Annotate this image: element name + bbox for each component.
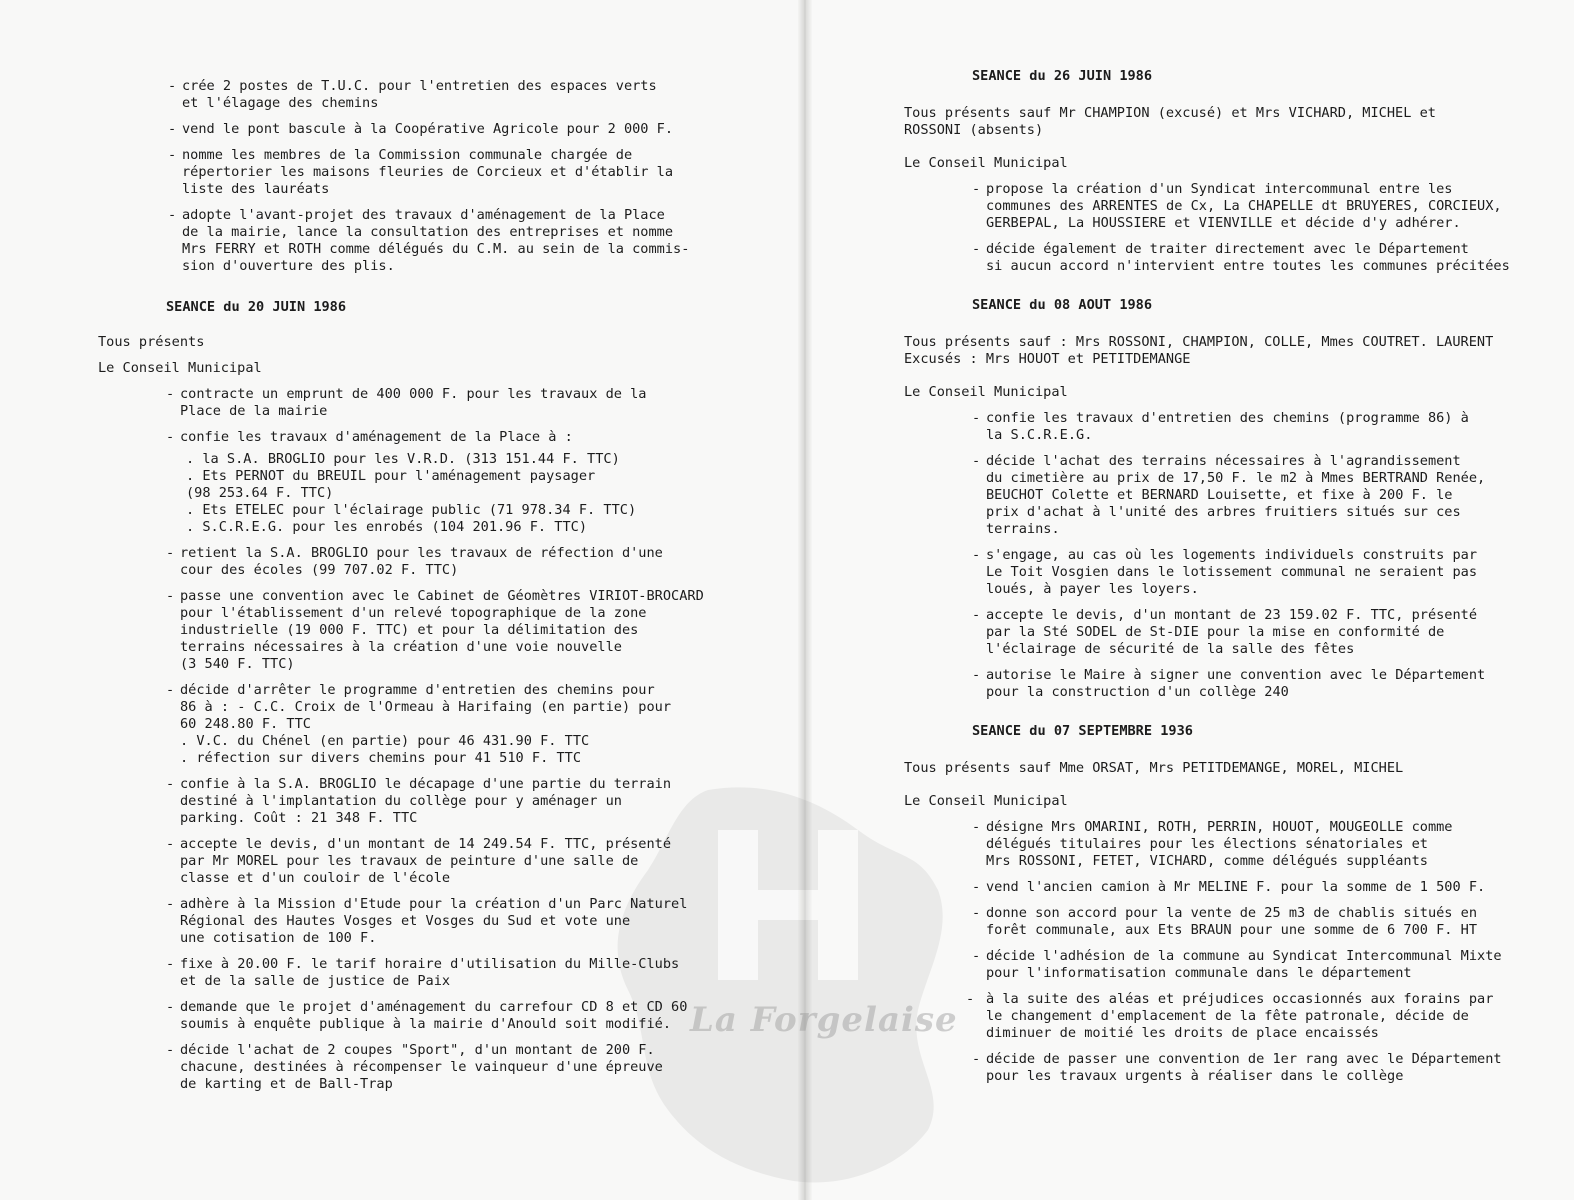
list-item: - vend l'ancien camion à Mr MELINE F. pour la somme de 1 500 F. xyxy=(972,879,1486,895)
list-item: - donne son accord pour la vente de 25 m3 de chablis situés en forêt communale, aux Ets BRAUN pour une somme de 6 700 F. HT xyxy=(972,905,1478,938)
sitting-title-20-juin: SEANCE du 20 JUIN 1986 xyxy=(166,299,347,315)
item-text: accepte le devis, d'un montant de 23 159.02 F. TTC, présenté par la Sté SODEL de St-DIE pour la mise en conformité de l'éclairage de sécurité de la salle des fêtes xyxy=(986,607,1478,657)
watermark-text: La Forgelaise xyxy=(690,1000,958,1040)
item-text: confie les travaux d'aménagement de la Place à : xyxy=(180,429,573,445)
list-item: - décide l'achat des terrains nécessaires à l'agrandissement du cimetière au prix de 17,50 F. le m2 à Mmes BERTRAND Renée, BEUCHOT Colette et BERNARD Louisette, et fixe à 200 F. le prix d'achat à l'unité des arbres fruitiers situés sur ces terrains. xyxy=(972,453,1486,537)
list-item: - adhère à la Mission d'Etude pour la création d'un Parc Naturel Régional des Hautes Vosges et Vosges du Sud et vote une une cotisation de 100 F. xyxy=(166,896,688,946)
list-item: - demande que le projet d'aménagement du carrefour CD 8 et CD 60 soumis à enquête publique à la mairie d'Anould soit modifié. xyxy=(166,999,688,1032)
list-item: - contracte un emprunt de 400 000 F. pour les travaux de la Place de la mairie xyxy=(166,386,647,419)
sitting-20-juin-items xyxy=(98,386,718,1093)
council-heading: Le Conseil Municipal xyxy=(904,155,1068,171)
list-item: - confie les travaux d'aménagement de la Place à : xyxy=(166,429,573,445)
item-text: nomme les membres de la Commission communale chargée de répertorier les maisons fleuries de Corcieux et d'établir la liste des lauréats xyxy=(182,147,674,197)
item-text: retient la S.A. BROGLIO pour les travaux de réfection d'une cour des écoles (99 707.02 F. TTC) xyxy=(180,545,663,578)
list-item: - décide d'arrêter le programme d'entretien des chemins pour 86 à : - C.C. Croix de l'Ormeau à Harifaing (en partie) pour 60 248.80 F. TTC . V.C. du Chénel (en partie) pour 46 431.90 F. TTC . réfection sur divers chemins pour 41 510 F. TTC xyxy=(166,682,672,766)
sitting-title-26-juin: SEANCE du 26 JUIN 1986 xyxy=(972,68,1153,84)
list-sub-items: . la S.A. BROGLIO pour les V.R.D. (313 151.44 F. TTC) . Ets PERNOT du BREUIL pour l'aménagement paysager (98 253.64 F. TTC) . Ets ETELEC pour l'éclairage public (71 978.34 F. TTC) . S.C.R.E.G. pour les enrobés (104 201.96 F. TTC) xyxy=(186,451,637,535)
list-item: - accepte le devis, d'un montant de 23 159.02 F. TTC, présenté par la Sté SODEL de St-DIE pour la mise en conformité de l'éclairage de sécurité de la salle des fêtes xyxy=(972,607,1478,657)
sitting-26-juin-items xyxy=(904,181,1544,275)
council-heading: Le Conseil Municipal xyxy=(904,384,1068,400)
attendance-text: Tous présents sauf Mme ORSAT, Mrs PETITDEMANGE, MOREL, MICHEL xyxy=(904,760,1404,776)
item-text: décide l'achat des terrains nécessaires à l'agrandissement du cimetière au prix de 17,50 F. le m2 à Mmes BERTRAND Renée, BEUCHOT Colette et BERNARD Louisette, et fixe à 200 F. le prix d'achat à l'unité des arbres fruitiers situés sur ces terrains. xyxy=(986,453,1486,537)
list-item: - décide de passer une convention de 1er rang avec le Département pour les travaux urgents à réaliser dans le collège xyxy=(972,1051,1502,1084)
left-column xyxy=(98,78,718,1102)
list-item: - confie les travaux d'entretien des chemins (programme 86) à la S.C.R.E.G. xyxy=(972,410,1469,443)
item-text: désigne Mrs OMARINI, ROTH, PERRIN, HOUOT, MOUGEOLLE comme délégués titulaires pour les élections sénatoriales et Mrs ROSSONI, FETET, VICHARD, comme délégués suppléants xyxy=(986,819,1453,869)
item-text: fixe à 20.00 F. le tarif horaire d'utilisation du Mille-Clubs et de la salle de justice de Paix xyxy=(180,956,680,989)
list-item: - fixe à 20.00 F. le tarif horaire d'utilisation du Mille-Clubs et de la salle de justice de Paix xyxy=(166,956,680,989)
item-text: demande que le projet d'aménagement du carrefour CD 8 et CD 60 soumis à enquête publique à la mairie d'Anould soit modifié. xyxy=(180,999,688,1032)
item-text: décide l'achat de 2 coupes "Sport", d'un montant de 200 F. chacune, destinées à récompenser le vainqueur d'une épreuve de karting et de Ball-Trap xyxy=(180,1042,663,1092)
item-text: s'engage, au cas où les logements individuels construits par Le Toit Vosgien dans le lotissement communal ne seraient pas loués, à payer les loyers. xyxy=(986,547,1478,597)
item-text: autorise le Maire à signer une convention avec le Département pour la construction d'un collège 240 xyxy=(986,667,1486,700)
list-item: - crée 2 postes de T.U.C. pour l'entretien des espaces verts et l'élagage des chemins xyxy=(168,78,657,111)
list-item: - décide l'adhésion de la commune au Syndicat Intercommunal Mixte pour l'informatisation communale dans le département xyxy=(972,948,1502,981)
item-text: confie les travaux d'entretien des chemins (programme 86) à la S.C.R.E.G. xyxy=(986,410,1469,443)
attendance-text: Tous présents xyxy=(98,334,205,350)
list-item: - décide également de traiter directement avec le Département si aucun accord n'intervient entre toutes les communes précitées xyxy=(972,241,1510,274)
item-text: passe une convention avec le Cabinet de Géomètres VIRIOT-BROCARD pour l'établissement d'un relevé topographique de la zone industrielle (19 000 F. TTC) et pour la délimitation des terrains nécessaires à la création d'une voie nouvelle (3 540 F. TTC) xyxy=(180,588,704,672)
sitting-08-aout-items xyxy=(904,410,1544,701)
list-item: - vend le pont bascule à la Coopérative Agricole pour 2 000 F. xyxy=(168,121,674,137)
list-item: - propose la création d'un Syndicat intercommunal entre les communes des ARRENTES de Cx, La CHAPELLE dt BRUYERES, CORCIEUX, GERBEPAL, La HOUSSIERE et VIENVILLE et décide d'y adhérer. xyxy=(972,181,1502,231)
list-item: - confie à la S.A. BROGLIO le décapage d'une partie du terrain destiné à l'implantation du collège pour y aménager un parking. Coût : 21 348 F. TTC xyxy=(166,776,672,826)
item-text: contracte un emprunt de 400 000 F. pour les travaux de la Place de la mairie xyxy=(180,386,647,419)
item-text: crée 2 postes de T.U.C. pour l'entretien des espaces verts et l'élagage des chemins xyxy=(182,78,657,111)
list-item: - nomme les membres de la Commission communale chargée de répertorier les maisons fleuries de Corcieux et d'établir la liste des lauréats xyxy=(168,147,674,197)
item-text: accepte le devis, d'un montant de 14 249.54 F. TTC, présenté par Mr MOREL pour les travaux de peinture d'une salle de classe et d'un couloir de l'école xyxy=(180,836,672,886)
list-item: - passe une convention avec le Cabinet de Géomètres VIRIOT-BROCARD pour l'établissement d'un relevé topographique de la zone industrielle (19 000 F. TTC) et pour la délimitation des terrains nécessaires à la création d'une voie nouvelle (3 540 F. TTC) xyxy=(166,588,704,672)
list-item: - décide l'achat de 2 coupes "Sport", d'un montant de 200 F. chacune, destinées à récompenser le vainqueur d'une épreuve de karting et de Ball-Trap xyxy=(166,1042,663,1092)
sitting-title-07-septembre: SEANCE du 07 SEPTEMBRE 1936 xyxy=(972,723,1193,739)
list-item: - accepte le devis, d'un montant de 14 249.54 F. TTC, présenté par Mr MOREL pour les travaux de peinture d'une salle de classe et d'un couloir de l'école xyxy=(166,836,672,886)
sitting-title-08-aout: SEANCE du 08 AOUT 1986 xyxy=(972,297,1153,313)
list-item: - s'engage, au cas où les logements individuels construits par Le Toit Vosgien dans le lotissement communal ne seraient pas loués, à payer les loyers. xyxy=(972,547,1478,597)
list-item: - à la suite des aléas et préjudices occasionnés aux forains par le changement d'emplacement de la fête patronale, décide de diminuer de moitié les droits de place encaissés xyxy=(966,991,1494,1041)
item-text: décide également de traiter directement avec le Département si aucun accord n'intervient entre toutes les communes précitées xyxy=(986,241,1510,274)
attendance-text: Tous présents sauf Mr CHAMPION (excusé) et Mrs VICHARD, MICHEL et ROSSONI (absents) xyxy=(904,105,1436,138)
council-heading: Le Conseil Municipal xyxy=(98,360,262,376)
item-text: adopte l'avant-projet des travaux d'aménagement de la Place de la mairie, lance la consultation des entreprises et nomme Mrs FERRY et ROTH comme délégués du C.M. au sein de la commis- sion d'ouverture des plis. xyxy=(182,207,690,274)
attendance-text: Tous présents sauf : Mrs ROSSONI, CHAMPION, COLLE, Mmes COUTRET. LAURENT Excusés : Mrs HOUOT et PETITDEMANGE xyxy=(904,334,1494,367)
item-text: confie à la S.A. BROGLIO le décapage d'une partie du terrain destiné à l'implantation du collège pour y aménager un parking. Coût : 21 348 F. TTC xyxy=(180,776,672,826)
item-text: donne son accord pour la vente de 25 m3 de chablis situés en forêt communale, aux Ets BRAUN pour une somme de 6 700 F. HT xyxy=(986,905,1478,938)
item-text: vend le pont bascule à la Coopérative Agricole pour 2 000 F. xyxy=(182,121,674,137)
list-item: - adopte l'avant-projet des travaux d'aménagement de la Place de la mairie, lance la consultation des entreprises et nomme Mrs FERRY et ROTH comme délégués du C.M. au sein de la commis- sion d'ouverture des plis. xyxy=(168,207,690,274)
item-text: adhère à la Mission d'Etude pour la création d'un Parc Naturel Régional des Hautes Vosges et Vosges du Sud et vote une une cotisation de 100 F. xyxy=(180,896,688,946)
list-item: - autorise le Maire à signer une convention avec le Département pour la construction d'un collège 240 xyxy=(972,667,1486,700)
right-column xyxy=(904,68,1544,1094)
council-heading: Le Conseil Municipal xyxy=(904,793,1068,809)
item-text: décide l'adhésion de la commune au Syndicat Intercommunal Mixte pour l'informatisation communale dans le département xyxy=(986,948,1502,981)
sitting-07-septembre-items xyxy=(904,819,1544,1085)
list-item: - désigne Mrs OMARINI, ROTH, PERRIN, HOUOT, MOUGEOLLE comme délégués titulaires pour les élections sénatoriales et Mrs ROSSONI, FETET, VICHARD, comme délégués suppléants xyxy=(972,819,1453,869)
item-text: vend l'ancien camion à Mr MELINE F. pour la somme de 1 500 F. xyxy=(986,879,1486,895)
item-text: décide de passer une convention de 1er rang avec le Département pour les travaux urgents à réaliser dans le collège xyxy=(986,1051,1502,1084)
list-item: - retient la S.A. BROGLIO pour les travaux de réfection d'une cour des écoles (99 707.02 F. TTC) xyxy=(166,545,663,578)
item-text: propose la création d'un Syndicat intercommunal entre les communes des ARRENTES de Cx, La CHAPELLE dt BRUYERES, CORCIEUX, GERBEPAL, La HOUSSIERE et VIENVILLE et décide d'y adhérer. xyxy=(986,181,1502,231)
item-text: décide d'arrêter le programme d'entretien des chemins pour 86 à : - C.C. Croix de l'Ormeau à Harifaing (en partie) pour 60 248.80 F. TTC . V.C. du Chénel (en partie) pour 46 431.90 F. TTC . réfection sur divers chemins pour 41 510 F. TTC xyxy=(180,682,672,766)
item-text: à la suite des aléas et préjudices occasionnés aux forains par le changement d'emplacement de la fête patronale, décide de diminuer de moitié les droits de place encaissés xyxy=(986,991,1494,1041)
intro-items xyxy=(98,78,718,275)
